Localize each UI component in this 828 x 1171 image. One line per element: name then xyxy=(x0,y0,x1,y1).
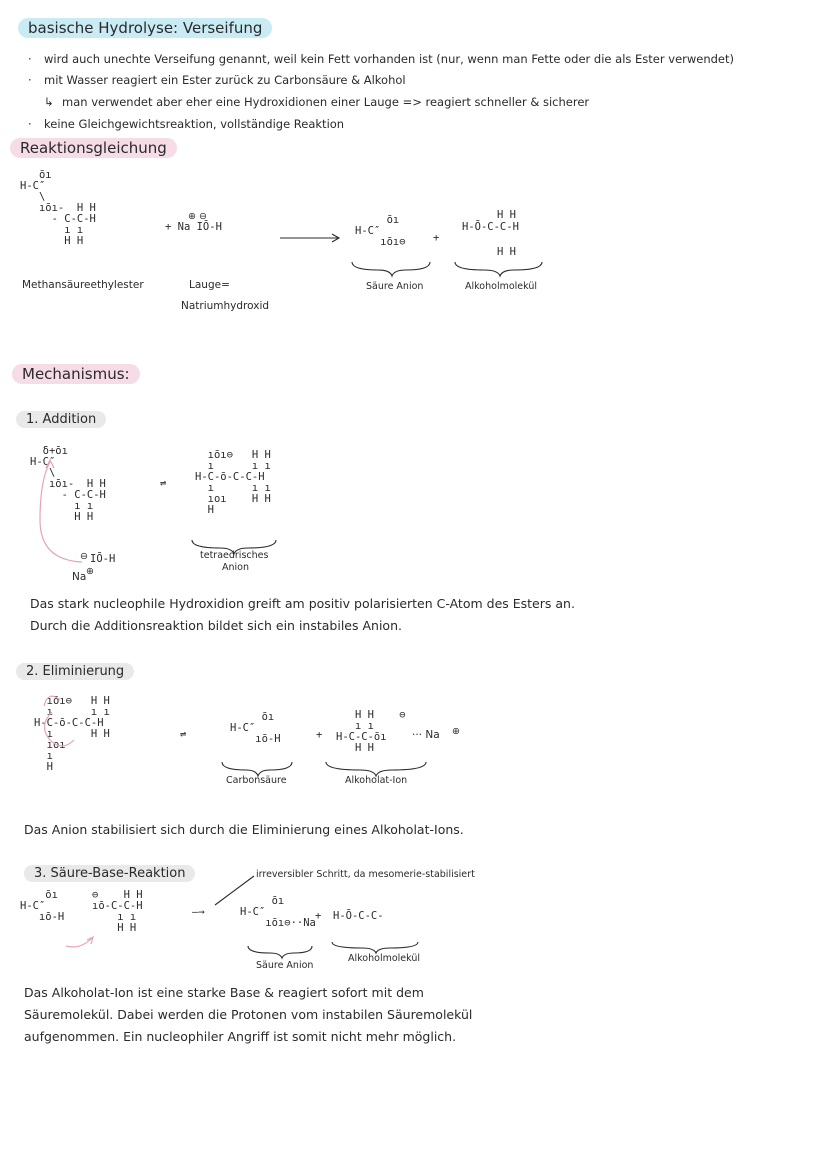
bullet-dot: · xyxy=(28,52,32,66)
note-pointer-line xyxy=(215,876,254,905)
step2-alkoholat: H H ⊖ ı ı H-C-C-ōı H H xyxy=(336,709,406,755)
bullet-2: mit Wasser reagiert ein Ester zurück zu Carbonsäure & Alkohol xyxy=(44,73,406,87)
step3-note: irreversibler Schritt, da mesomerie-stabilisiert xyxy=(256,869,475,880)
step1-ester: δ+ōı H-C″ \ ıōı- H H - C-C-H ı ı H H xyxy=(30,445,106,524)
step1-title: 1. Addition xyxy=(16,411,106,428)
step2-acid-label: Carbonsäure xyxy=(226,775,287,786)
bullet-dot: · xyxy=(28,117,32,131)
step3-anion-label: Säure Anion xyxy=(256,960,314,971)
step2-title: 2. Eliminierung xyxy=(16,663,134,680)
brace-step2-alkoholat xyxy=(326,762,426,776)
step2-text: Das Anion stabilisiert sich durch die Eliminierung eines Alkoholat-Ions. xyxy=(24,822,464,837)
step3-text-1: Das Alkoholat-Ion ist eine starke Base & reagiert sofort mit dem xyxy=(24,985,424,1000)
plus-charge-icon: ⊕ xyxy=(452,726,460,737)
step2-acid: ōı H-C″ ıō-H xyxy=(230,711,281,746)
step2-plus: + xyxy=(316,729,323,741)
bullet-dot: · xyxy=(28,73,32,87)
lauge-label: Lauge= xyxy=(189,279,230,291)
step3-text-2: Säuremolekül. Dabei werden die Protonen vom instabilen Säuremolekül xyxy=(24,1007,473,1022)
step3-alkoholat: ⊖ H H ıō-C-C-H ı ı H H xyxy=(92,889,143,935)
pink-attack-arrow xyxy=(40,462,82,562)
section-heading-mechanism: Mechanismus: xyxy=(12,364,140,384)
ester-label: Methansäureethylester xyxy=(22,279,144,291)
section-heading-reaction: Reaktionsgleichung xyxy=(10,138,177,158)
charge-icon: ⊕ ⊖ xyxy=(188,211,207,222)
alcohol-label: Alkoholmolekül xyxy=(465,281,538,292)
bullet-3: man verwendet aber eher eine Hydroxidionen einer Lauge => reagiert schneller & sicherer xyxy=(62,95,590,109)
step2-alkoholat-label: Alkoholat-Ion xyxy=(345,775,408,786)
step2-na: ··· Na xyxy=(412,729,440,741)
ester-structure: ōı H-C″ \ ıōı- H H - C-C-H ı ı H H xyxy=(20,169,96,248)
pink-elimination-arrow-2 xyxy=(44,696,60,706)
minus-charge-icon: ⊖ xyxy=(80,551,88,562)
alcohol-formula: H-Ō-C-C-H xyxy=(462,221,519,233)
step3-anion: ōı H-C″ ıōı⊖··Na xyxy=(240,895,316,930)
step1-text-2: Durch die Additionsreaktion bildet sich ein instabiles Anion. xyxy=(30,618,402,633)
step3-arrow-icon: —→ xyxy=(192,906,205,918)
acid-anion-structure: ōı H-C″ ıōı⊖ xyxy=(355,214,406,249)
alcohol-h-bottom: H H xyxy=(497,246,516,258)
plus-charge-icon: ⊕ xyxy=(86,566,94,577)
step3-plus: + xyxy=(315,910,322,922)
naoh-formula: + Na IŌ-H xyxy=(165,221,222,233)
step3-title: 3. Säure-Base-Reaktion xyxy=(24,865,195,882)
brace-anion xyxy=(352,262,430,276)
step1-na: Na xyxy=(72,571,87,583)
brace-step3-alcohol xyxy=(332,942,418,953)
brace-step2-acid xyxy=(222,762,292,776)
step3-text-3: aufgenommen. Ein nucleophiler Angriff ist somit nicht mehr möglich. xyxy=(24,1029,457,1044)
pink-attack-arrow-head xyxy=(46,460,54,468)
plus-sign: + xyxy=(433,232,440,244)
step1-anion-label-2: Anion xyxy=(222,562,249,573)
step3-product: H-Ō-C-C- xyxy=(333,910,384,922)
arrow-icon: ↳ xyxy=(44,95,54,109)
naoh-label: Natriumhydroxid xyxy=(181,300,270,312)
step1-text-1: Das stark nucleophile Hydroxidion greift am positiv polarisierten C-Atom des Esters an. xyxy=(30,596,575,611)
step1-anion-label-1: tetraedrisches xyxy=(200,550,269,561)
brace-step1 xyxy=(192,540,276,554)
step2-anion: ıōı⊖ H H ı ı ı H-C-ō-C-C-H ı H H ıoı ı H xyxy=(34,695,110,774)
pink-elimination-arrow-1 xyxy=(44,712,74,746)
step1-tetrahedral: ıōı⊖ H H ı ı ı H-C-ō-C-C-H ı ı ı ıoı H H H xyxy=(195,449,271,517)
page-title: basische Hydrolyse: Verseifung xyxy=(18,18,272,38)
brace-alcohol xyxy=(455,262,542,276)
equilibrium-arrow-icon: ⇌ xyxy=(160,477,167,489)
step2-equilibrium-arrow-icon: ⇌ xyxy=(180,728,187,740)
step3-alkohol-label: Alkoholmolekül xyxy=(348,953,421,964)
bullet-4: keine Gleichgewichtsreaktion, vollständige Reaktion xyxy=(44,117,345,131)
alcohol-h-top: H H xyxy=(497,209,516,221)
bullet-1: wird auch unechte Verseifung genannt, weil kein Fett vorhanden ist (nur, wenn man Fette oder die als Ester verwendet) xyxy=(44,52,735,66)
step3-acid: ōı H-C″ ıō-H xyxy=(20,889,65,924)
anion-label: Säure Anion xyxy=(366,281,424,292)
step1-hydroxide: IŌ-H xyxy=(90,553,116,565)
brace-step3-anion xyxy=(248,946,312,958)
